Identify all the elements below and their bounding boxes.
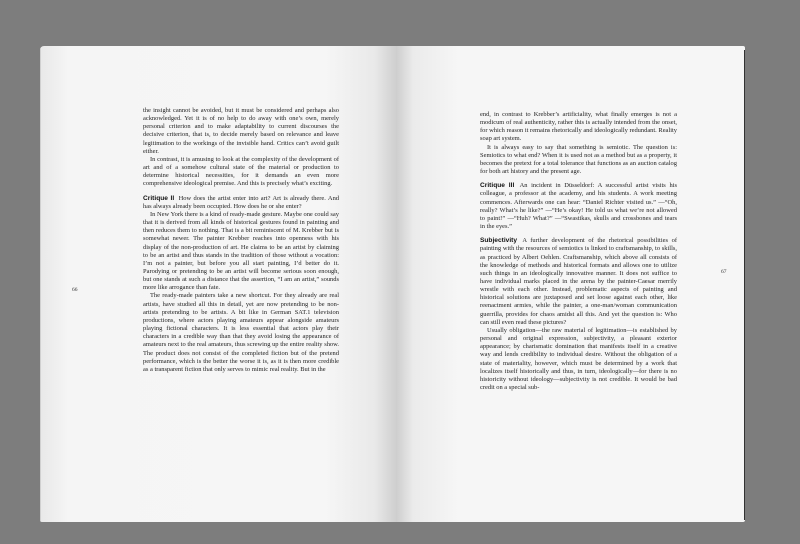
section-paragraph	[480, 182, 677, 231]
paragraph: In contrast, it is amusing to look at the complexity of the development of art and of a somehow cultural state of the material or production to determine historical necessities, for it demands an even more comprehensive ideological premise. And this is precisely what’s exciting.	[143, 155, 339, 188]
book-spread	[40, 46, 752, 522]
section-heading: Subjectivity	[480, 237, 518, 245]
paragraph-text: How does the artist enter into art? Art is already there. And has always already been occupied. How does he or she enter?	[143, 194, 340, 210]
left-page	[40, 46, 396, 522]
right-page-edge	[744, 50, 745, 520]
paragraph-text: A further development of the rhetorical possibilities of painting with the resources of semiotics is linked to craftsmanship, to skills, as practiced by Albert Oehlen. Craftsmanship, which above all consists of the knowledge of methods and historical formats and allows one to utilize such things in an ideologically innovative manner. It does not suffice to have individual marks placed in the arena by the painter-Caesar merrily wrestle with each other. Instead, problematic aspects of painting and historical solutions are juxtaposed and set loose against each other, like reenactment armies, while the painter, a one-man/woman communication guerrilla, provides for chaos amidst all this. And yet the question is: Who can still even read these pictures?	[480, 237, 677, 326]
paragraph: It is always easy to say that something is semiotic. The question is: Semiotics to what end? When it is used not as a method but as a property, it becomes the pretext for a total tolerance that functions as an auction catalog for both art history and the present age.	[480, 143, 677, 176]
section-paragraph	[480, 237, 677, 327]
paragraph: end, in contrast to Krebber’s artificiality, what finally emerges is not a modicum of real authenticity, rather this is actually intended from the onset, for which reason it remains rhetorically and ideologically redundant. Reality soap art system.	[480, 111, 677, 143]
page-number-left: 66	[72, 287, 78, 293]
right-page	[396, 46, 745, 522]
left-page-edge	[40, 49, 41, 521]
paragraph: The ready-made painters take a new shortcut. For they already are real artists, have studied all this in detail, yet are now pretending to be non-artists pretending to be artists. A bit like in German SAT.1 television productions, where actors playing amateurs appear alongside amateurs playing fictional characters. It is less essential that actors play their characters in a credible way than that they avoid losing the appearance of amateurs next to the real amateurs, thus screwing up the entire reality show. The product does not consist of the completed fiction but of the pretend performance, which is the better the worse it is, as it is then more credible as a transparent fiction that only serves to mimic real reality. But in the	[143, 292, 339, 373]
page-number-right: 67	[721, 269, 727, 275]
section-paragraph	[143, 195, 339, 211]
section-heading: Critique III	[480, 182, 515, 190]
right-text-column	[480, 111, 677, 392]
paragraph: In New York there is a kind of ready-made gesture. Maybe one could say that it is derived from all kinds of historical gestures found in painting and then reduces them to nothing. That is a bit reminiscent of M. Krebber but is somewhat newer. The painter Krebber reaches into openness with his display of the non-production of art. He claims to be an artist by claiming to be an artist and thus stands in the tradition of those without a vocation: I’m not a painter, but before you all start painting, I’d better do it. Parodying or pretending to be an artist will become serious soon enough, but one stands at such a distance that the assertion, “I am an artist,” sounds more like arrogance than fate.	[143, 210, 339, 292]
paragraph: Usually obligation—the raw material of legitimation—is established by personal and original expression, subjectivity, a pleasant exterior appearance; by charismatic domination that manifests itself in a creative way and lends credibility to individual desire. Without the obligation of a state of materiality, however, which must be determined by a work that localizes itself historically and thus, in turn, ideologically—for there is no historicity without ideology—subjectivity is not credible. It would be bad credit on a special sub-	[480, 326, 677, 391]
left-text-column	[143, 107, 339, 374]
paragraph: the insight cannot be avoided, but it must be considered and perhaps also acknowledged. Yet it is of no help to do away with one’s own, merely personal criterion and to make adaptability to current discourses the decisive criterion, that is, to decide merely based on relevance and leave legitimation to the workings of the invisible hand. Critics can’t avoid guilt either.	[143, 107, 339, 155]
paragraph-text: An incident in Düsseldorf: A successful artist visits his colleague, a professor at the academy, and his students. A work meeting commences. Afterwards one can hear: “Daniel Richter visited us.” —“Oh, really? What’s he like?” —“He’s okay! He told us what we’re not allowed to paint!” —“Huh? What?” —“Swastikas, skulls and crossbones and tears in the eyes.”	[480, 182, 677, 231]
section-heading: Critique II	[143, 194, 175, 202]
